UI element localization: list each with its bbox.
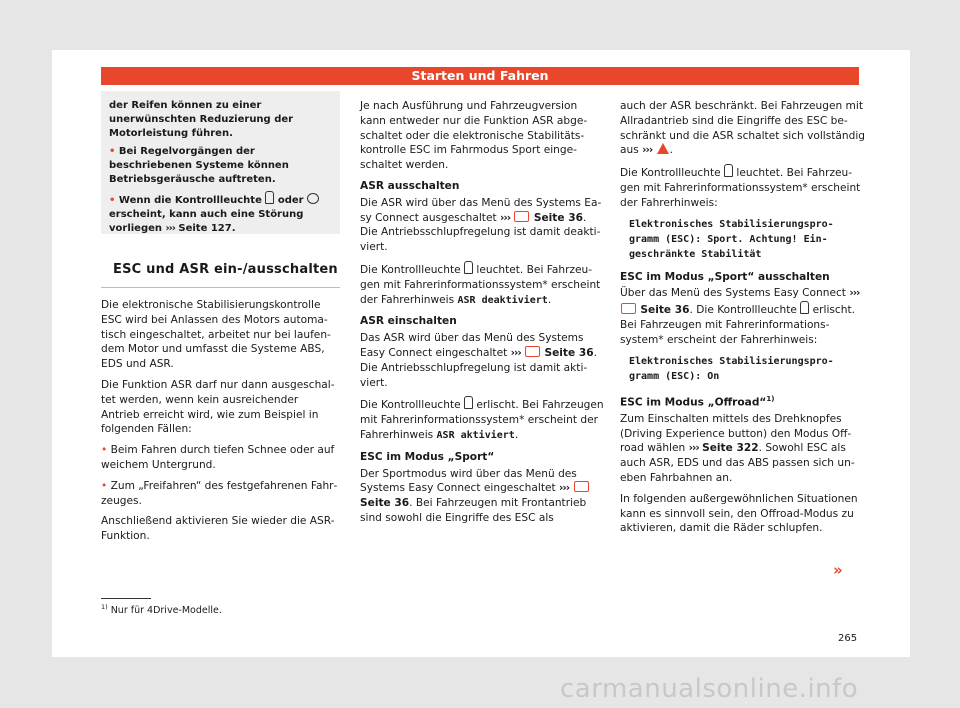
text: Die Kontrollleuchte [360, 399, 461, 412]
text: erlischt. Bei Fahrzeugen mit Fahrerinformationssystem* erscheint der Fahrerhinweis: [620, 304, 855, 346]
warning-text-2: Bei Regelvorgängen der beschriebenen Systeme können Betriebsgeräusche auftreten. [109, 146, 289, 185]
warning-bullet-2 [109, 191, 332, 236]
text: . Die Antriebsschlupfregelung ist damit deaktiviert. [360, 211, 601, 254]
reference-arrow-icon: ››› [165, 223, 175, 234]
esc-off-lamp-icon [307, 193, 319, 204]
driver-message-line: gramm (ESC): On [629, 370, 720, 382]
page-reference-link[interactable]: Seite 36 [544, 346, 594, 359]
esc-warning-lamp-icon [464, 396, 473, 409]
section-divider [101, 287, 340, 288]
paragraph: Die elektronische Stabilisierungskontrolle ESC wird bei Anlassen des Motors automatisch eingeschaltet, arbeitet nur bei laufendem Motor und umfasst die Systeme ABS, EDS und ASR. [101, 299, 331, 371]
text: erlischt. Bei Fahrzeugen mit Fahrerinformationssystem* erscheint der Fahrerhinweis [360, 399, 604, 441]
reference-arrow-icon: ››› [688, 442, 699, 455]
reference-arrow-icon: ››› [510, 346, 521, 359]
esc-warning-lamp-icon [464, 261, 473, 274]
esc-warning-lamp-icon [265, 191, 274, 204]
text: . Die Kontrollleuchte [689, 304, 797, 317]
driver-message-line: Elektronisches Stabilisierungspro- [629, 218, 834, 230]
book-icon [525, 346, 540, 357]
column-2 [360, 99, 605, 532]
bullet-item [101, 479, 340, 509]
text: Die Kontrollleuchte [360, 263, 461, 276]
reference-arrow-icon: ››› [559, 482, 570, 495]
book-icon [514, 211, 529, 222]
paragraph: auch der ASR beschränkt. Bei Fahrzeugen mit Allradantrieb sind die Eingriffe des ESC beschränkt und die ASR schaltet sich vollständig aus ››› . [620, 100, 866, 157]
page-reference-link[interactable]: Seite 36 [533, 211, 583, 224]
driver-message-block [620, 217, 865, 262]
footnote-text: Nur für 4Drive-Modelle. [110, 605, 222, 617]
bullet-icon: • [101, 444, 108, 457]
subheading: ESC im Modus „Sport“ ausschalten [620, 270, 830, 283]
bullet-icon: • [109, 195, 116, 206]
warning-text-3b: oder [277, 195, 304, 206]
text: leuchtet. Bei Fahrzeugen mit Fahrerinformationssystem* erscheint der Fahrerhinweis: [620, 167, 861, 209]
text: ESC im Modus „Offroad“ [620, 396, 767, 409]
subheading: ASR einschalten [360, 315, 457, 328]
subheading: ESC im Modus „Sport“ [360, 450, 495, 463]
paragraph: Anschließend aktivieren Sie wieder die ASR-Funktion. [101, 515, 335, 543]
book-icon [574, 481, 589, 492]
text: Über das Menü des Systems Easy Connect [620, 287, 846, 300]
section-title: ESC und ASR ein-/ausschalten [113, 262, 338, 277]
watermark: carmanualsonline.info [560, 674, 859, 704]
paragraph [360, 467, 605, 526]
esc-warning-lamp-icon [724, 164, 733, 177]
paragraph [620, 164, 865, 210]
text: . Die Antriebsschlupfregelung ist damit aktiviert. [360, 346, 597, 389]
text: leuchtet. Bei Fahrzeugen mit Fahrerinformationssystem* erscheint der Fahrerhinweis [360, 263, 601, 306]
reference-arrow-icon: ››› [642, 144, 653, 157]
footnote-mark: 1) [101, 603, 108, 611]
warning-text-1: der Reifen können zu einer unerwünschten Reduzierung der Motorleistung führen. [109, 100, 294, 139]
text: Der Sportmodus wird über das Menü des Systems Easy Connect eingeschaltet [360, 467, 577, 495]
warning-text-3c: erscheint, kann auch eine Störung vorliegen [109, 209, 304, 234]
footnote-mark: 1) [766, 394, 775, 403]
bullet-text: Beim Fahren durch tiefen Schnee oder auf weichem Untergrund. [101, 444, 335, 471]
column-1 [101, 298, 340, 550]
footnote-divider [101, 598, 151, 599]
reference-arrow-icon: ››› [500, 211, 511, 224]
paragraph [620, 412, 865, 486]
page-reference-link[interactable]: Seite 322 [702, 442, 759, 455]
text: Die ASR wird über das Menü des Systems Easy Connect ausgeschaltet [360, 196, 602, 224]
paragraph: Je nach Ausführung und Fahrzeugversion kann entweder nur die Funktion ASR abgeschaltet oder die elektronische Stabilitätskontrolle ESC im Fahrmodus Sport eingeschaltet werden. [360, 100, 588, 172]
paragraph [360, 331, 605, 390]
warning-bullet-1 [109, 145, 332, 187]
bullet-icon: • [109, 146, 116, 157]
paragraph: Die Funktion ASR darf nur dann ausgeschaltet werden, wenn kein ausreichender Antrieb erreicht wird, wie zum Beispiel in folgenden Fällen: [101, 378, 335, 436]
book-icon [621, 303, 636, 314]
paragraph: Die Kontrollleuchte erlischt. Bei Fahrzeugen mit Fahrerinformationssystem* erscheint der Fahrerhinweis ASR aktiviert. [360, 396, 605, 443]
driver-message-block [620, 354, 865, 384]
bullet-item [101, 443, 340, 473]
continue-marker-icon: » [833, 561, 843, 579]
page-reference-link[interactable]: Seite 36 [640, 304, 690, 317]
driver-message: ASR aktiviert [436, 429, 515, 441]
driver-message-line: geschränkte Stabilität [629, 248, 762, 260]
text: Das ASR wird über das Menü des Systems Easy Connect eingeschaltet [360, 332, 584, 359]
bullet-icon: • [101, 479, 108, 492]
esc-warning-lamp-icon [800, 301, 809, 314]
chapter-header: Starten und Fahren [101, 67, 859, 85]
subheading [620, 392, 865, 410]
reference-arrow-icon: ››› [849, 287, 860, 300]
warning-box [101, 91, 340, 234]
warning-triangle-icon [657, 143, 669, 154]
text: auch der ASR beschränkt. Bei Fahrzeugen mit Allradantrieb sind die Eingriffe des ESC beschränkt und die ASR schaltet sich vollständig aus [620, 100, 866, 157]
paragraph: Die Kontrollleuchte leuchtet. Bei Fahrzeugen mit Fahrerinformationssystem* erscheint der Fahrerhinweis ASR deaktiviert. [360, 261, 605, 308]
driver-message-line: gramm (ESC): Sport. Achtung! Ein- [629, 233, 828, 245]
paragraph [360, 196, 605, 255]
paragraph: In folgenden außergewöhnlichen Situationen kann es sinnvoll sein, den Offroad-Modus zu aktivieren, damit die Räder schlupfen. [620, 492, 858, 535]
page-reference-link[interactable]: Seite 36 [360, 497, 410, 510]
text: . Sowohl ESC als auch ASR, EDS und das ABS passen sich uneben Fahrbahnen an. [620, 442, 855, 485]
driver-message-line: Elektronisches Stabilisierungspro- [629, 355, 834, 367]
subheading: ASR ausschalten [360, 179, 460, 192]
text: . Bei Fahrzeugen mit Frontantrieb sind sowohl die Eingriffe des ESC als [360, 497, 587, 524]
page-number: 265 [838, 633, 858, 644]
column-3 [620, 99, 865, 542]
text: Die Kontrollleuchte [620, 167, 721, 180]
driver-message: ASR deaktiviert [457, 294, 548, 306]
text: Zum Einschalten mittels des Drehknopfes (Driving Experience button) den Modus Offroad wählen [620, 412, 852, 455]
footnote [101, 603, 222, 616]
warning-text-3a: Wenn die Kontrollleuchte [118, 195, 262, 206]
bullet-text: Zum „Freifahren“ des festgefahrenen Fahrzeuges. [101, 479, 338, 507]
page-reference-link[interactable]: Seite 127. [178, 223, 236, 234]
paragraph [620, 286, 865, 347]
